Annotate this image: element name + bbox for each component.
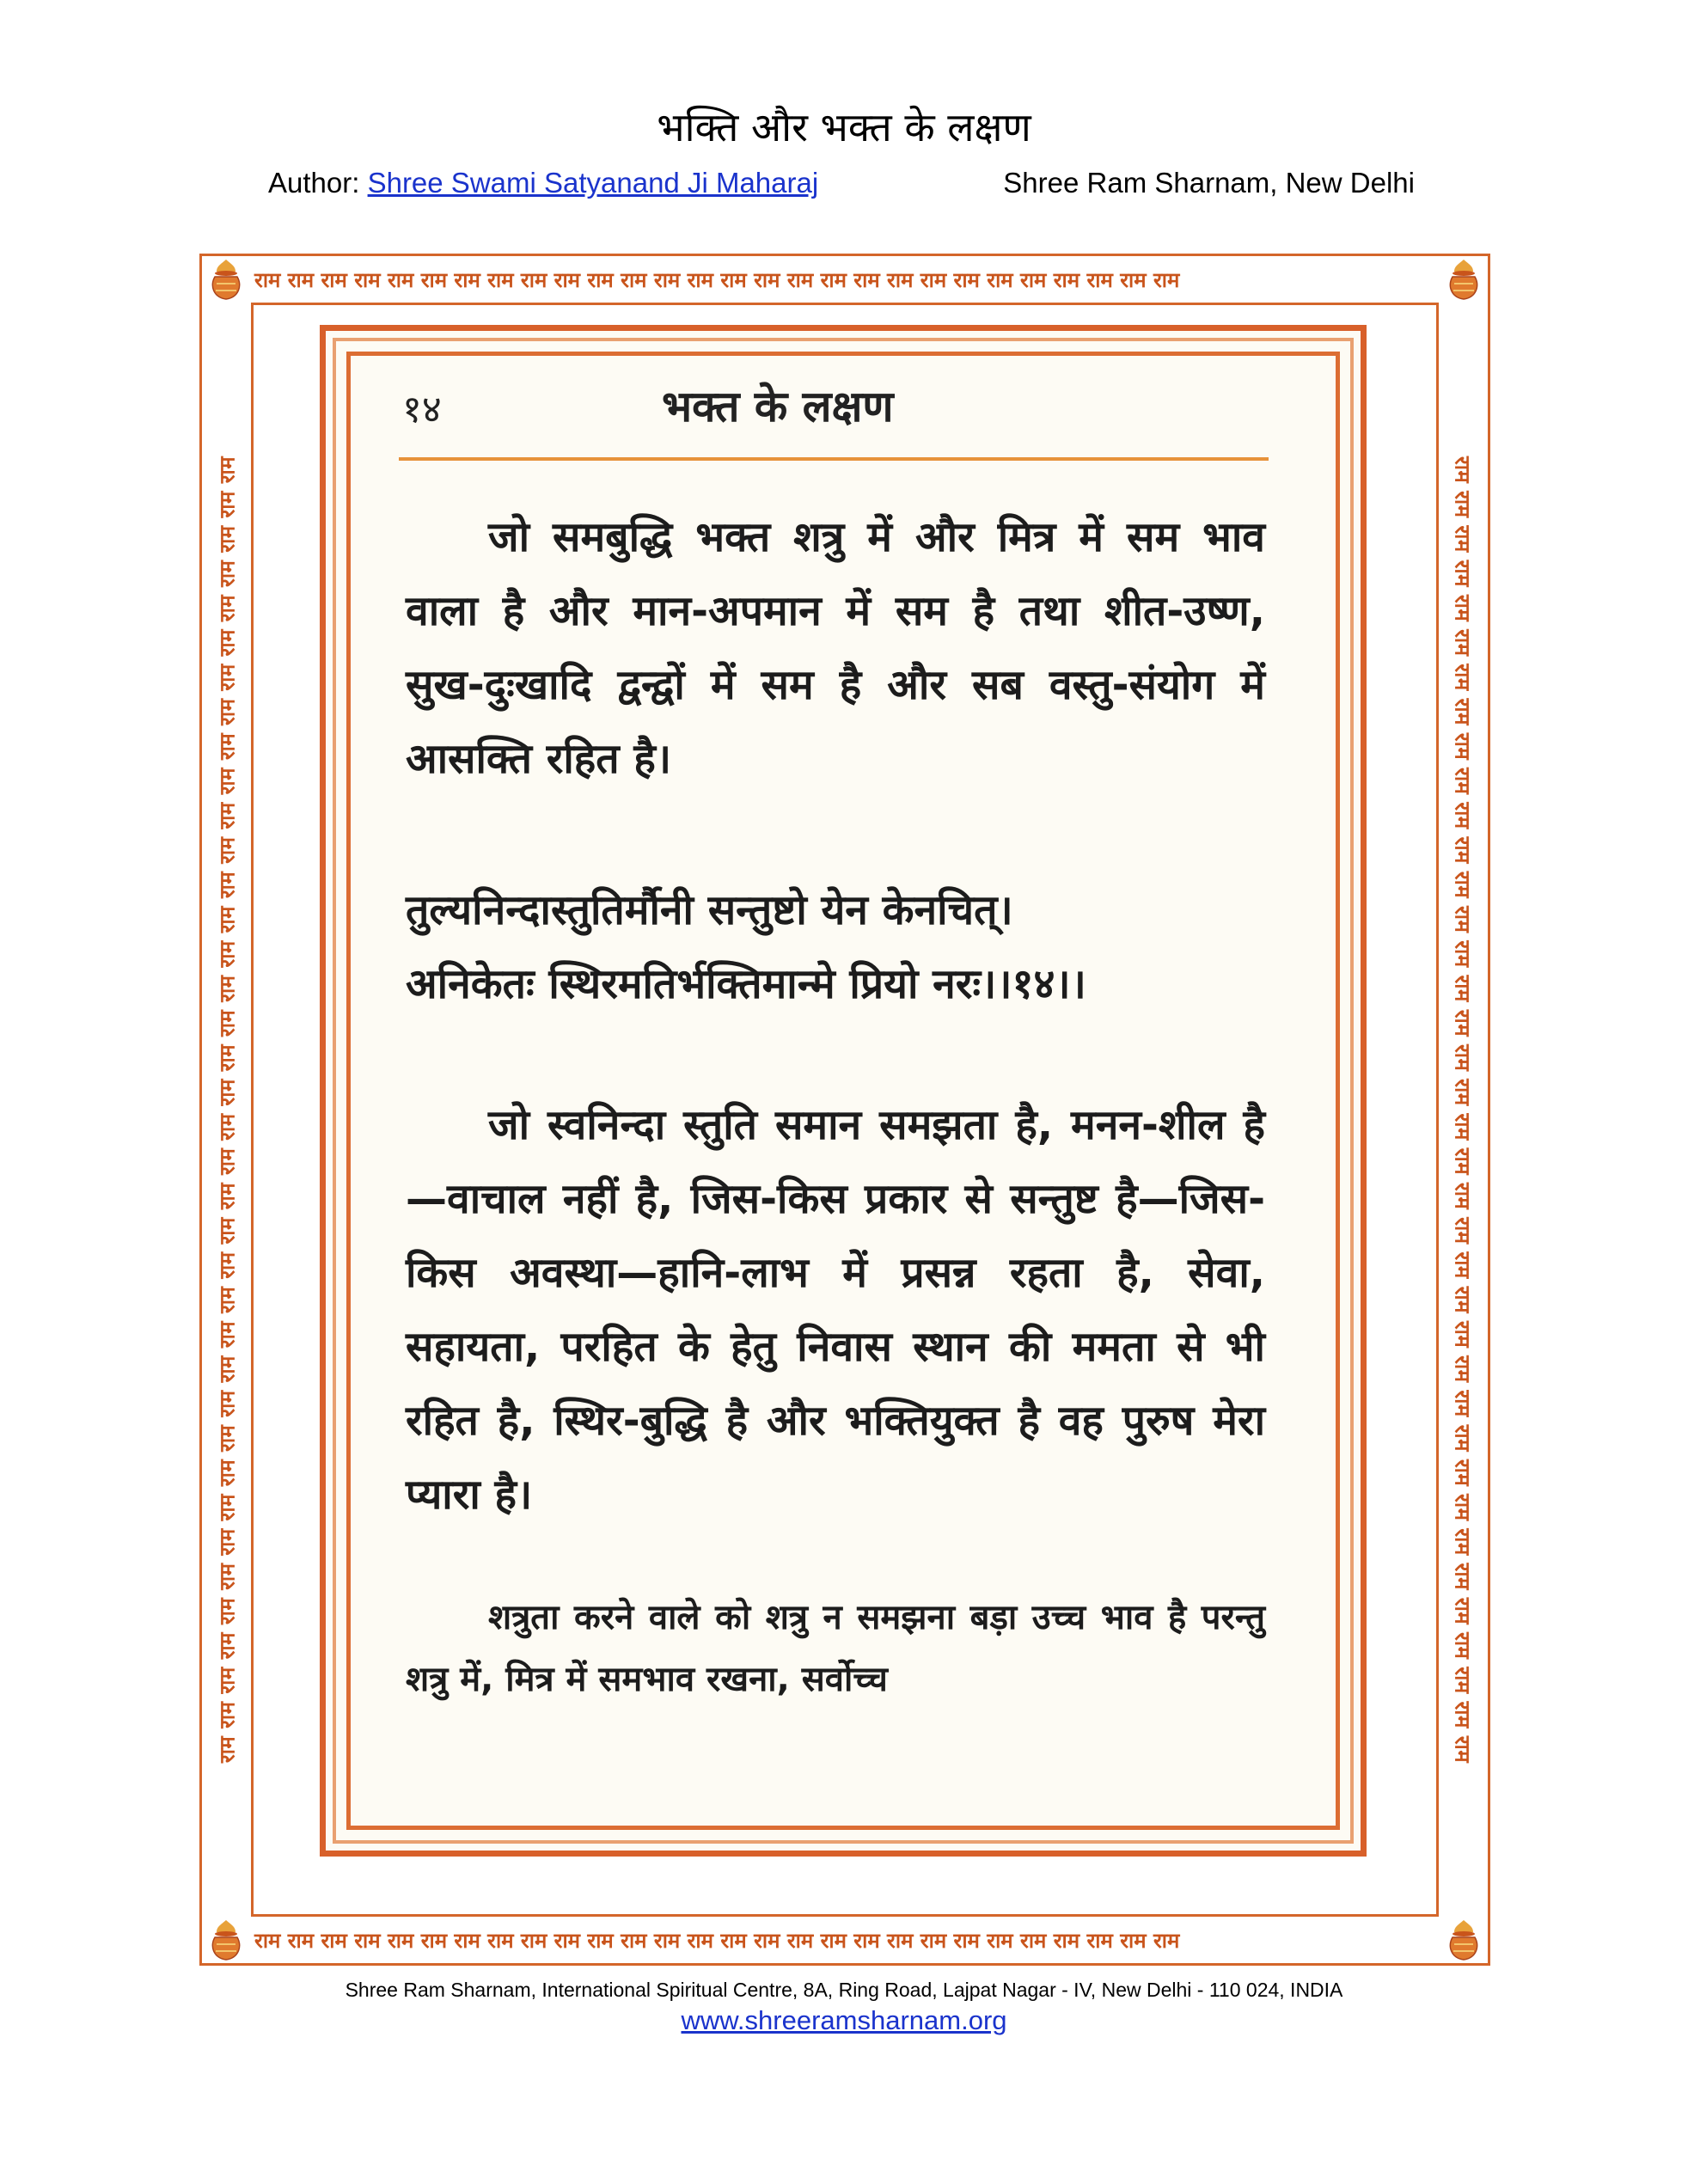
book-page-heading: भक्त के लक्षण [662, 381, 894, 431]
book-page-number: १४ [402, 388, 442, 431]
ram-border-right-text: राम राम राम राम राम राम राम राम राम राम राम राम राम राम राम राम राम राम राम राम राम राम राम राम राम राम राम राम राम राम राम राम राम राम राम राम राम राम [1450, 456, 1475, 1764]
paragraph-3-text: शत्रुता करने वाले को शत्रु न समझना बड़ा उच्च भाव है परन्तु शत्रु में, मित्र में समभाव रखना, सर्वोच्च [406, 1598, 1265, 1699]
footer-website [0, 2004, 1688, 2037]
author-line [268, 165, 818, 201]
verse-line-2: अनिकेतः स्थिरमतिर्भक्तिमान्मे प्रियो नरः।।१४।। [406, 960, 1086, 1008]
paragraph-1 [406, 500, 1265, 796]
organization-name: Shree Ram Sharnam, New Delhi [1003, 167, 1415, 199]
kalash-icon [1440, 1917, 1487, 1963]
kalash-icon [203, 1917, 249, 1963]
sanskrit-verse [406, 873, 1265, 1021]
verse-line-1: तुल्यनिन्दास्तुतिर्मौनी सन्तुष्टो येन केनचित्। [406, 886, 1013, 934]
ram-border-left [205, 309, 249, 1910]
paragraph-1-text: जो समबुद्धि भक्त शत्रु में और मित्र में सम भाव वाला है और मान-अपमान में सम है तथा शीत-उष्ण, सुख-दुःखादि द्वन्द्वों में सम है और सब वस्तु-संयोग में आसक्ति रहित है। [406, 513, 1265, 783]
kalash-icon [1440, 256, 1487, 303]
ram-border-bottom: राम राम राम राम राम राम राम राम राम राम राम राम राम राम राम राम राम राम राम राम राम राम राम राम राम राम राम राम [254, 1928, 1180, 1953]
ram-border-right [1440, 309, 1485, 1910]
paragraph-2 [406, 1088, 1265, 1532]
ram-border-top: राम राम राम राम राम राम राम राम राम राम राम राम राम राम राम राम राम राम राम राम राम राम राम राम राम राम राम राम [254, 267, 1180, 292]
author-link[interactable]: Shree Swami Satyanand Ji Maharaj [367, 167, 819, 199]
paragraph-2-text: जो स्वनिन्दा स्तुति समान समझता है, मनन-शील है—वाचाल नहीं है, जिस-किस प्रकार से सन्तुष्ट है—जिस-किस अवस्था—हानि-लाभ में प्रसन्न रहता है, सेवा, सहायता, परहित के हेतु निवास स्थान की ममता से भी रहित है, स्थिर-बुद्धि है और भक्तियुक्त है वह पुरुष मेरा प्यारा है। [406, 1101, 1265, 1519]
kalash-icon [203, 256, 249, 303]
paragraph-3 [406, 1587, 1265, 1710]
document-title: भक्ति और भक्त के लक्षण [657, 104, 1031, 150]
author-label: Author: [268, 167, 360, 199]
footer-address: Shree Ram Sharnam, International Spiritual Centre, 8A, Ring Road, Lajpat Nagar - IV, New Delhi - 110 024, INDIA [345, 1979, 1343, 2001]
website-link[interactable]: www.shreeramsharnam.org [681, 2005, 1007, 2035]
ram-border-left-text: राम राम राम राम राम राम राम राम राम राम राम राम राम राम राम राम राम राम राम राम राम राम राम राम राम राम राम राम राम राम राम राम राम राम राम राम राम राम [215, 456, 240, 1764]
heading-divider [399, 457, 1269, 461]
